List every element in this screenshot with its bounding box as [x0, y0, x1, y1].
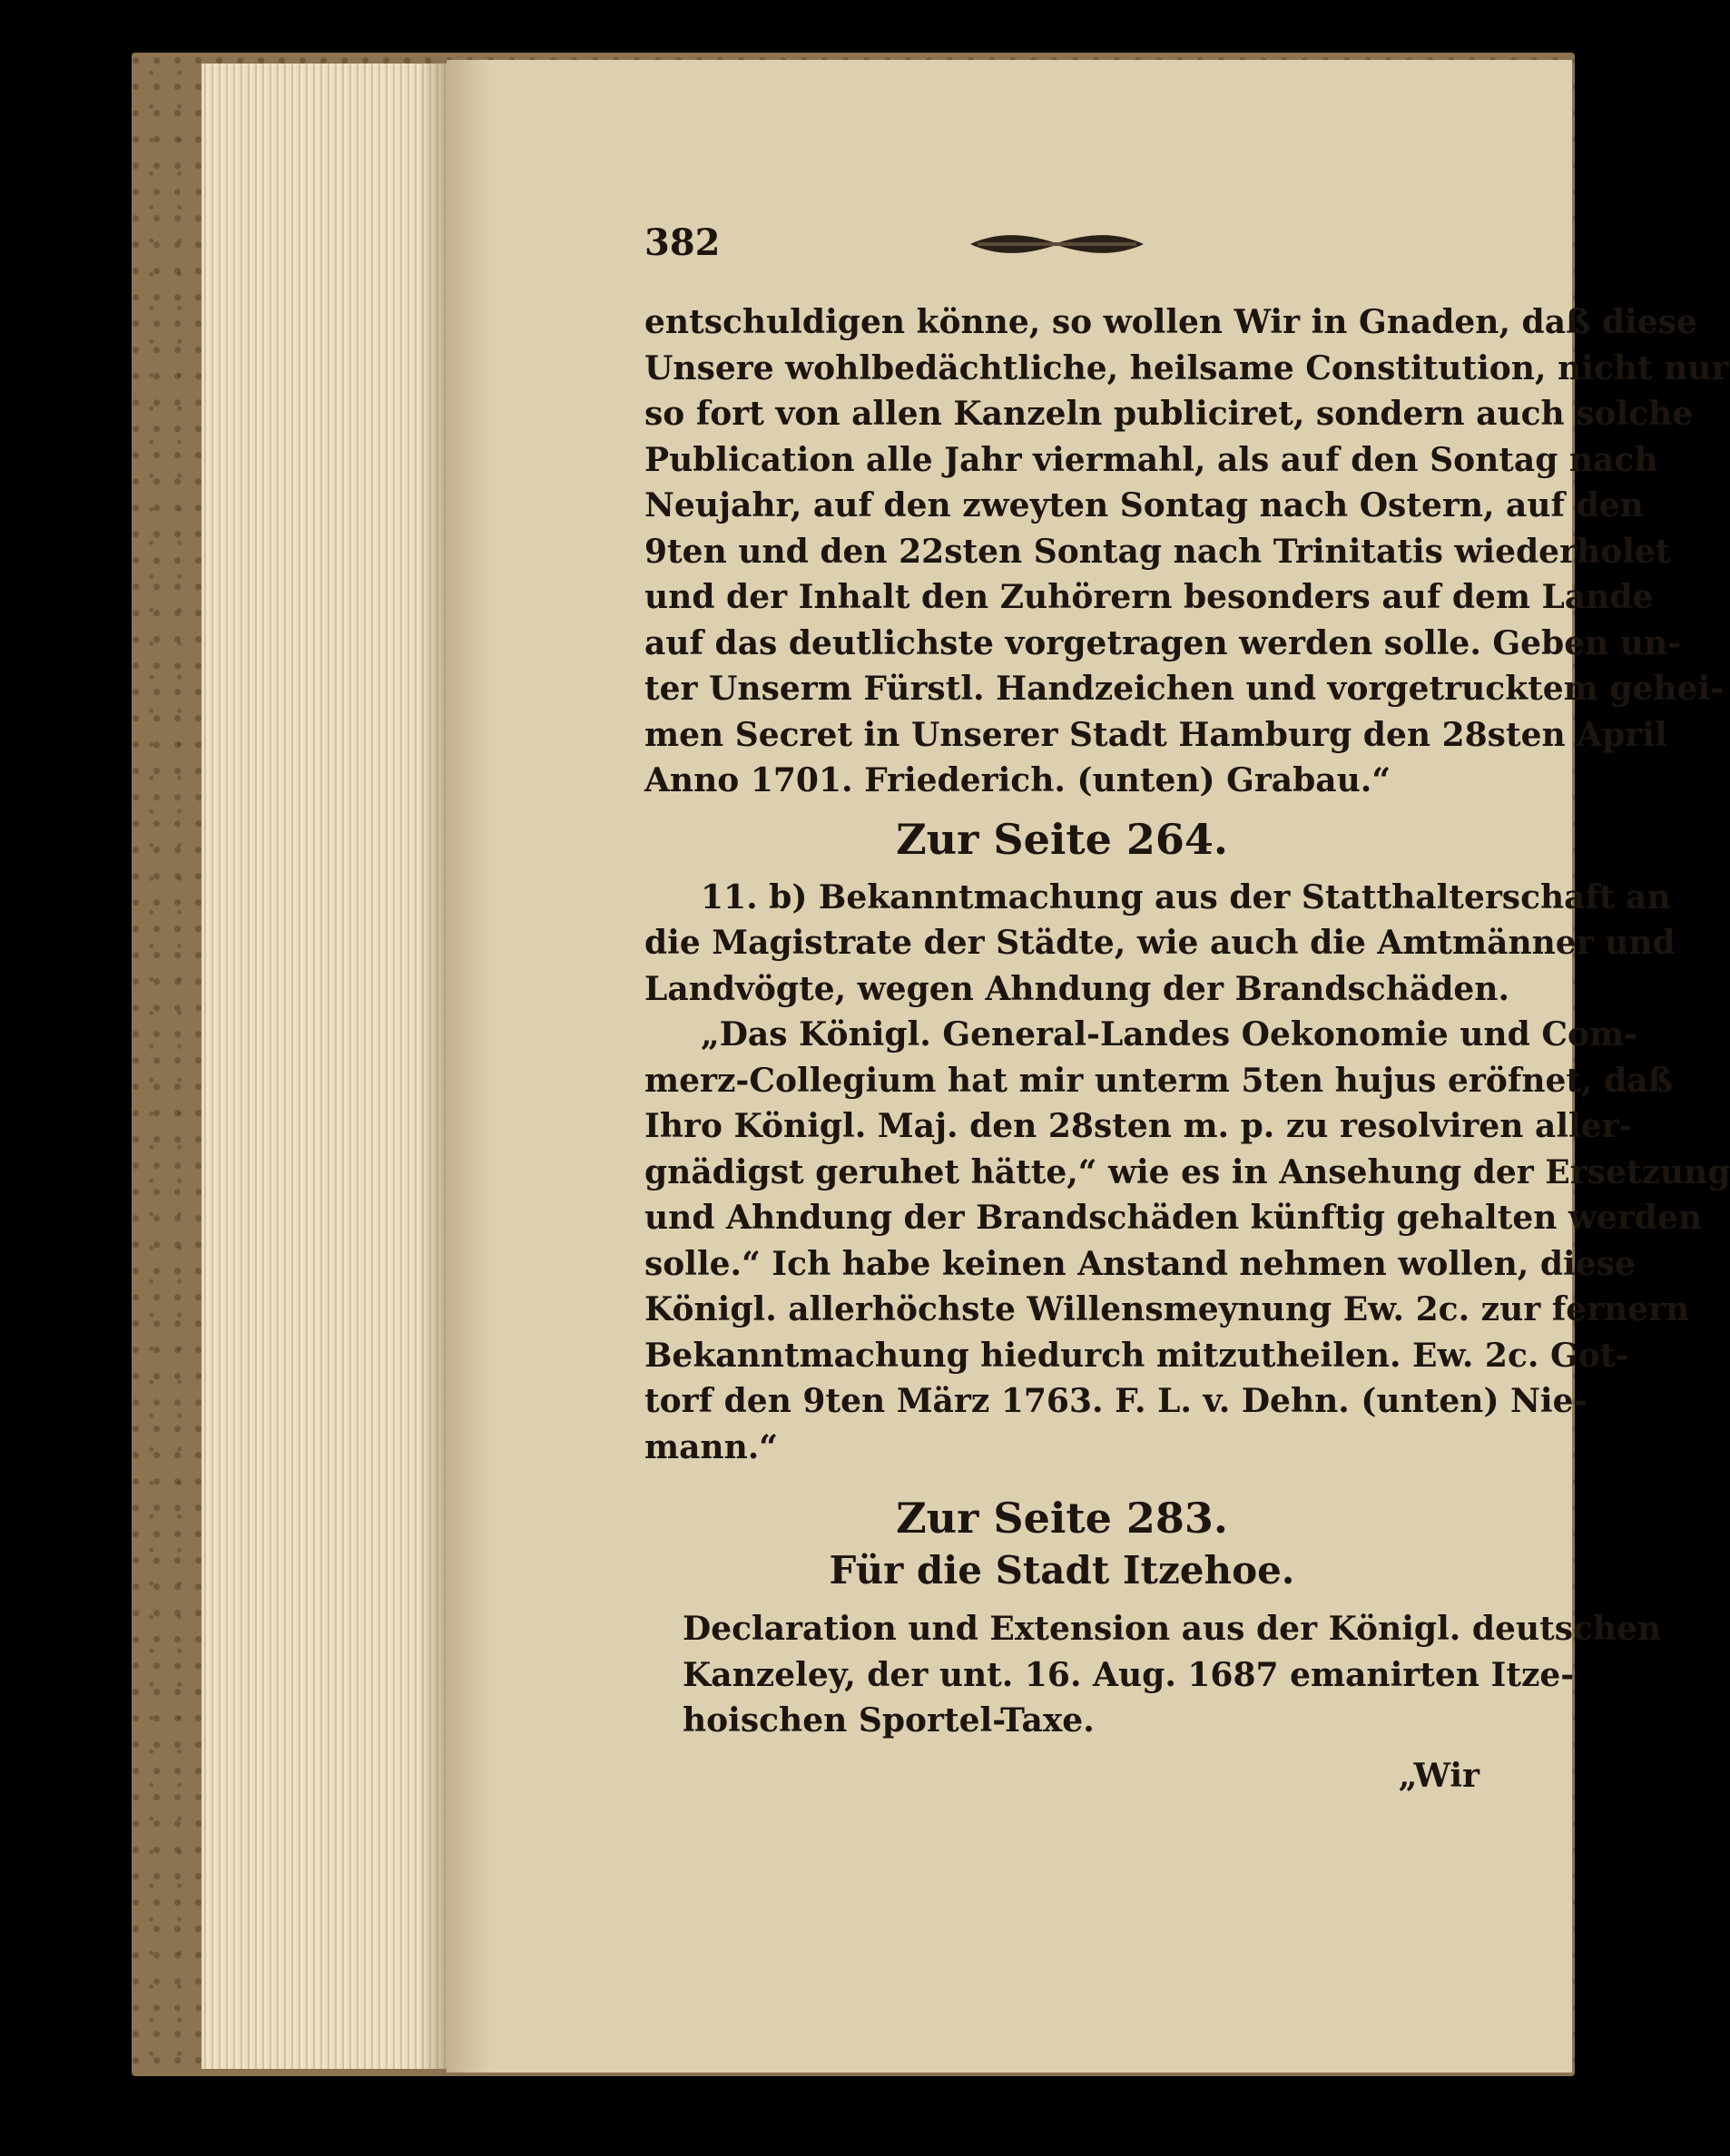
- text-line: die Magistrate der Städte, wie auch die Amtmänner und: [644, 924, 1676, 962]
- text-line: men Secret in Unserer Stadt Hamburg den 28sten April: [644, 715, 1667, 754]
- text-line: hoischen Sportel-Taxe.: [683, 1701, 1095, 1740]
- text-line: Anno 1701. Friederich. (unten) Grabau.“: [644, 761, 1391, 799]
- text-line: Ihro Königl. Maj. den 28sten m. p. zu resolviren aller-: [644, 1107, 1633, 1145]
- text-line: entschuldigen könne, so wollen Wir in Gnaden, daß diese: [644, 303, 1697, 341]
- text-line: und der Inhalt den Zuhörern besonders auf dem Lande: [644, 578, 1654, 616]
- ornament-icon: [968, 230, 1145, 258]
- text-line: solle.“ Ich habe keinen Anstand nehmen wollen, diese: [644, 1244, 1636, 1283]
- text-line: Publication alle Jahr viermahl, als auf den Sontag nach: [644, 440, 1658, 479]
- section-subheading: Für die Stadt Itzehoe.: [829, 1548, 1295, 1592]
- text-line: 9ten und den 22sten Sontag nach Trinitatis wiederholet: [644, 532, 1671, 571]
- text-line: und Ahndung der Brandschäden künftig gehalten werden: [644, 1199, 1703, 1237]
- text-line: Bekanntmachung hiedurch mitzutheilen. Ew. 2c. Got-: [644, 1336, 1629, 1375]
- catchword: „Wir: [1398, 1756, 1479, 1795]
- text-line: merz-Collegium hat mir unterm 5ten hujus eröfnet, daß: [644, 1061, 1673, 1100]
- text-line: Landvögte, wegen Ahndung der Brandschäden.: [644, 969, 1509, 1008]
- section-heading: Zur Seite 264.: [896, 814, 1228, 864]
- text-line: Königl. allerhöchste Willensmeynung Ew. 2c. zur fernern: [644, 1290, 1690, 1328]
- page-text: [644, 299, 1730, 1798]
- section-heading: Zur Seite 283.: [896, 1494, 1228, 1543]
- text-line: gnädigst geruhet hätte,“ wie es in Ansehung der Ersetzung: [644, 1152, 1730, 1191]
- text-line: mann.“: [644, 1427, 779, 1466]
- text-line: ter Unserm Fürstl. Handzeichen und vorgetrucktem gehei-: [644, 670, 1725, 708]
- text-line: torf den 9ten März 1763. F. L. v. Dehn. (unten) Nie-: [644, 1382, 1587, 1420]
- page-edges: [202, 64, 447, 2069]
- text-line: Unsere wohlbedächtliche, heilsame Constitution, nicht nur: [644, 348, 1729, 387]
- page-number: 382: [644, 221, 721, 264]
- text-line: so fort von allen Kanzeln publiciret, sondern auch solche: [644, 395, 1694, 433]
- text-line: auf das deutlichste vorgetragen werden solle. Geben un-: [644, 623, 1682, 662]
- text-line: Declaration und Extension aus der Königl. deutschen: [683, 1610, 1662, 1648]
- text-line: Neujahr, auf den zweyten Sontag nach Ostern, auf den: [644, 486, 1644, 524]
- running-head: [644, 221, 1479, 267]
- text-line: 11. b) Bekanntmachung aus der Statthalterschaft an: [701, 877, 1671, 916]
- text-line: „Das Königl. General-Landes Oekonomie und Com-: [701, 1015, 1638, 1054]
- text-line: Kanzeley, der unt. 16. Aug. 1687 emanirten Itze-: [683, 1655, 1575, 1694]
